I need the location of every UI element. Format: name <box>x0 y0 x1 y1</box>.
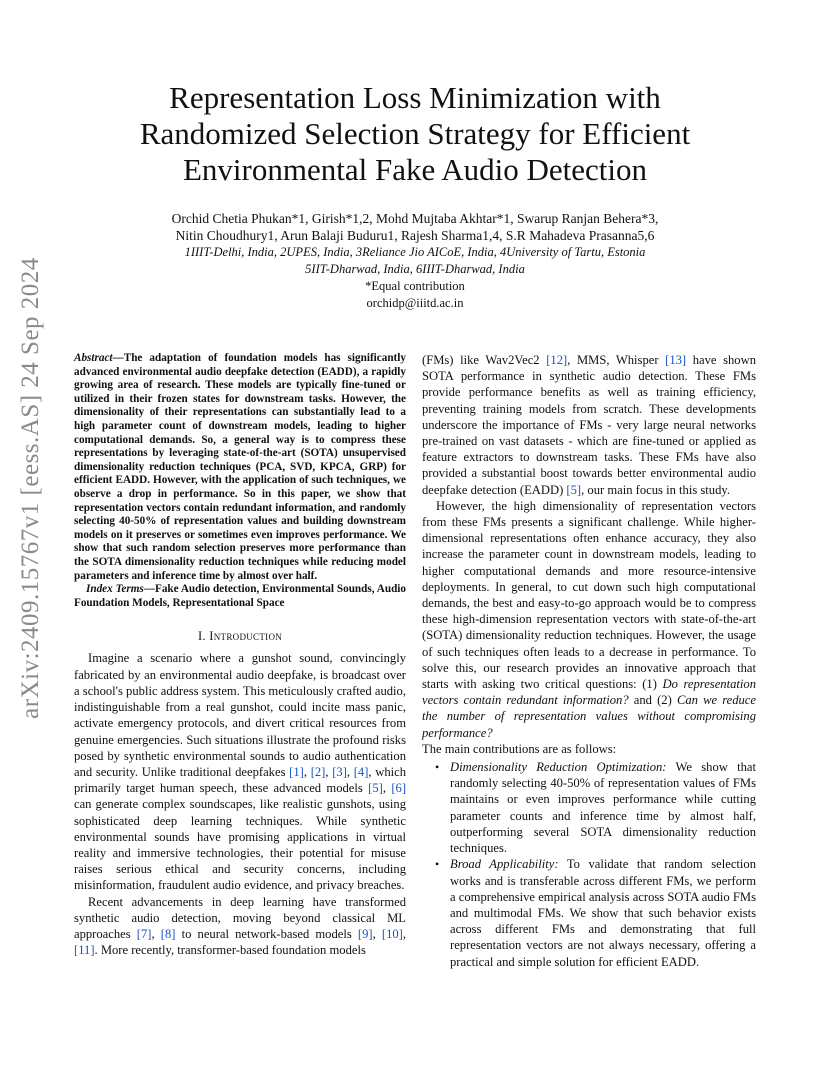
research-question-2: Can we reduce the number of representation values without compromising performance? <box>422 693 756 740</box>
right-p2-text: and (2) <box>633 693 672 708</box>
citation-link[interactable]: [6] <box>391 781 407 796</box>
contributions-intro: The main contributions are as follows: <box>422 741 617 756</box>
citation-link[interactable]: [5] <box>368 781 383 796</box>
right-p1-text: have shown SOTA performance in synthetic audio detection. These FMs provide performance benefits as well as training efficiency, preventing training models from scratch. These developments underscore the importance of FMs - very large neural networks pre-trained on vast datasets - which are fine-tuned or applied as feature extractors to downstream tasks. These FMs have also provided a substantial boost towards better environmental audio deepfake detection (EADD) <box>422 353 756 497</box>
title-line-2: Randomized Selection Strategy for Efficient <box>139 116 691 151</box>
intro-p2-text: to neural network-based models <box>181 926 352 941</box>
contribution-2-text: To validate that random selection works and is transferable across different FMs, we perform a comprehensive empirical analysis across SOTA audio FMs and multimodal FMs. We show that such behavior exists across different FMs and demonstrating that full representation vectors are not always necessary, offering a practical and simple solution for efficient EADD. <box>450 857 757 969</box>
title-line-1: Representation Loss Minimization with <box>169 80 661 115</box>
author-list-line-1: Orchid Chetia Phukan*1, Girish*1,2, Mohd Mujtaba Akhtar*1, Swarup Ranjan Behera*3, <box>171 211 659 226</box>
right-p1-text: (FMs) like Wav2Vec2 <box>422 353 540 367</box>
abstract-text: —The adaptation of foundation models has significantly advanced environmental audio deepfake detection (EADD), a rapidly growing area of research. These models are typically fine-tuned or utilized in their frozen states for downstream tasks. However, the dimensionality of their representations can substantially lead to a high parameter count of downstream models, leading to higher computational demands. So, a general way is to compress these representations by leveraging state-of-the-art (SOTA) unsupervised dimensionality reduction techniques (PCA, SVD, KPCA, GRP) for efficient EADD. However, with the application of such techniques, we observe a drop in performance. So in this paper, we show that representation vectors contain redundant information, and randomly selecting 40-50% of representation values and building downstream models on it preserves or sometimes even improves performance. We show that such random selection preserves more performance than the SOTA dimensionality reduction techniques while reducing model parameters and inference time by almost over half. <box>74 352 406 582</box>
list-item <box>450 856 756 969</box>
right-column <box>422 352 756 970</box>
contribution-2-lead: Broad Applicability: <box>450 857 559 872</box>
intro-p2-text: . More recently, transformer-based foundation models <box>94 943 366 958</box>
right-p2-text: However, the high dimensionality of representation vectors from these FMs presents a significant challenge. While higher-dimensional representations often enhance accuracy, they also increase the parameter count in downstream models, leading to higher computational demands and more resource-intensive deployments. In general, to cut down such high computational demands, the best and easy-to-go approach would be to compress these high-dimension representation vectors with state-of-the-art (SOTA) dimensionality reduction techniques. However, the usage of such techniques often leads to a decrease in performance. To solve this, our research provides an innovative approach that starts with asking two critical questions: (1) <box>422 498 756 692</box>
intro-paragraph-2: Recent advancements in deep learning have transformed synthetic audio detection, moving beyond classical ML approaches [7], [8] to neural network-based models [9], [10], [11]. More recently, transformer-based foundation models <box>74 894 407 958</box>
index-terms-text: —Fake Audio detection, Environmental Sounds, Audio Foundation Models, Representational Space <box>74 583 406 609</box>
section-heading-introduction <box>74 628 406 644</box>
citation-link[interactable]: [13] <box>665 353 687 367</box>
right-paragraph-1 <box>422 352 756 498</box>
right-p1-text: , MMS, Whisper <box>567 353 659 367</box>
equal-contribution-note: *Equal contribution <box>365 279 465 293</box>
citation-link[interactable]: [3] <box>332 764 347 779</box>
citation-link[interactable]: [5] <box>566 482 582 497</box>
intro-p1-text: , which primarily target human speech, these advanced models <box>74 764 407 796</box>
intro-paragraph-1: Imagine a scenario where a gunshot sound, convincingly fabricated by an environmental audio deepfake, is broadcast over a school's public address system. This meticulously crafted audio, indistinguishable from a real gunshot, could incite mass panic, activate emergency protocols, and divert critical resources from genuine emergencies. Such situations illustrate the profound risks posed by synthetic environmental sounds to audio authentication and security. Unlike traditional deepfakes [1], [2], [3], [4], which primarily target human speech, these advanced models [5], [6] can generate complex soundscapes, like realistic gunshots, using sophisticated deep learning techniques. While synthetic environmental sounds have promising applications in virtual reality and immersive technologies, their potential for misuse raises serious ethical and security concerns, including misinformation, fraudulent audio evidence, and privacy breaches. <box>74 651 407 893</box>
citation-link[interactable]: [9] <box>357 926 373 941</box>
contribution-1-lead: Dimensionality Reduction Optimization: <box>450 760 667 775</box>
paper-title <box>90 80 740 188</box>
title-line-3: Environmental Fake Audio Detection <box>182 152 648 187</box>
right-paragraph-2 <box>422 498 756 741</box>
research-question-1: Do representation vectors contain redundant information? <box>422 677 756 708</box>
arxiv-identifier-text: arXiv:2409.15767v1 [eess.AS] 24 Sep 2024 <box>17 257 45 719</box>
contributions-list <box>422 759 756 970</box>
left-column <box>74 352 406 958</box>
index-terms-label: Index Terms <box>86 583 144 596</box>
intro-p2-text: Recent advancements in deep learning have transformed synthetic audio detection, moving beyond classical ML approaches <box>74 894 406 941</box>
affiliations-line-2: 5IIT-Dharwad, India, 6IIIT-Dharwad, India <box>305 262 525 276</box>
abstract-label: Abstract <box>74 352 113 364</box>
section-number: I. <box>197 629 206 644</box>
citation-link[interactable]: [2] <box>310 764 326 779</box>
citation-link[interactable]: [11] <box>74 943 95 958</box>
author-list-line-2: Nitin Choudhury1, Arun Balaji Buduru1, Rajesh Sharma1,4, S.R Mahadeva Prasanna5,6 <box>175 228 655 243</box>
section-title: Introduction <box>209 629 283 644</box>
abstract <box>74 352 406 583</box>
citation-link[interactable]: [1] <box>289 764 304 779</box>
intro-p1-text: can generate complex soundscapes, like realistic gunshots, using sophisticated deep learning techniques. While synthetic environmental sounds have promising applications in virtual reality and immersive technologies, their potential for misuse raises serious ethical and security concerns, including misinformation, fraudulent audio evidence, and privacy breaches. <box>74 797 406 893</box>
citation-link[interactable]: [4] <box>353 764 369 779</box>
citation-link[interactable]: [8] <box>160 926 176 941</box>
citation-link[interactable]: [12] <box>546 353 568 367</box>
contact-email[interactable]: orchidp@iiitd.ac.in <box>366 296 464 310</box>
right-p1-text: , our main focus in this study. <box>581 482 731 497</box>
contribution-1-text: We show that randomly selecting 40-50% of representation values of FMs maintains or even improves performance while cutting parameter counts and inference time by almost half, outperforming several SOTA dimensionality reduction techniques. <box>450 760 756 856</box>
intro-p1-text: Imagine a scenario where a gunshot sound, convincingly fabricated by an environmental audio deepfake, is broadcast over a school's public address system. This meticulously crafted audio, indistinguishable from a real gunshot, could incite mass panic, activate emergency protocols, and divert critical resources from genuine emergencies. Such situations illustrate the profound risks posed by synthetic environmental sounds to audio authentication and security. Unlike traditional deepfakes <box>74 651 406 779</box>
arxiv-identifier-stamp <box>14 257 48 719</box>
list-item <box>450 759 756 856</box>
index-terms <box>74 583 406 610</box>
citation-link[interactable]: [7] <box>136 926 152 941</box>
affiliations-line-1: 1IIIT-Delhi, India, 2UPES, India, 3Reliance Jio AICoE, India, 4University of Tartu, Estonia <box>184 245 646 259</box>
author-block <box>100 210 730 312</box>
citation-link[interactable]: [10] <box>381 926 403 941</box>
